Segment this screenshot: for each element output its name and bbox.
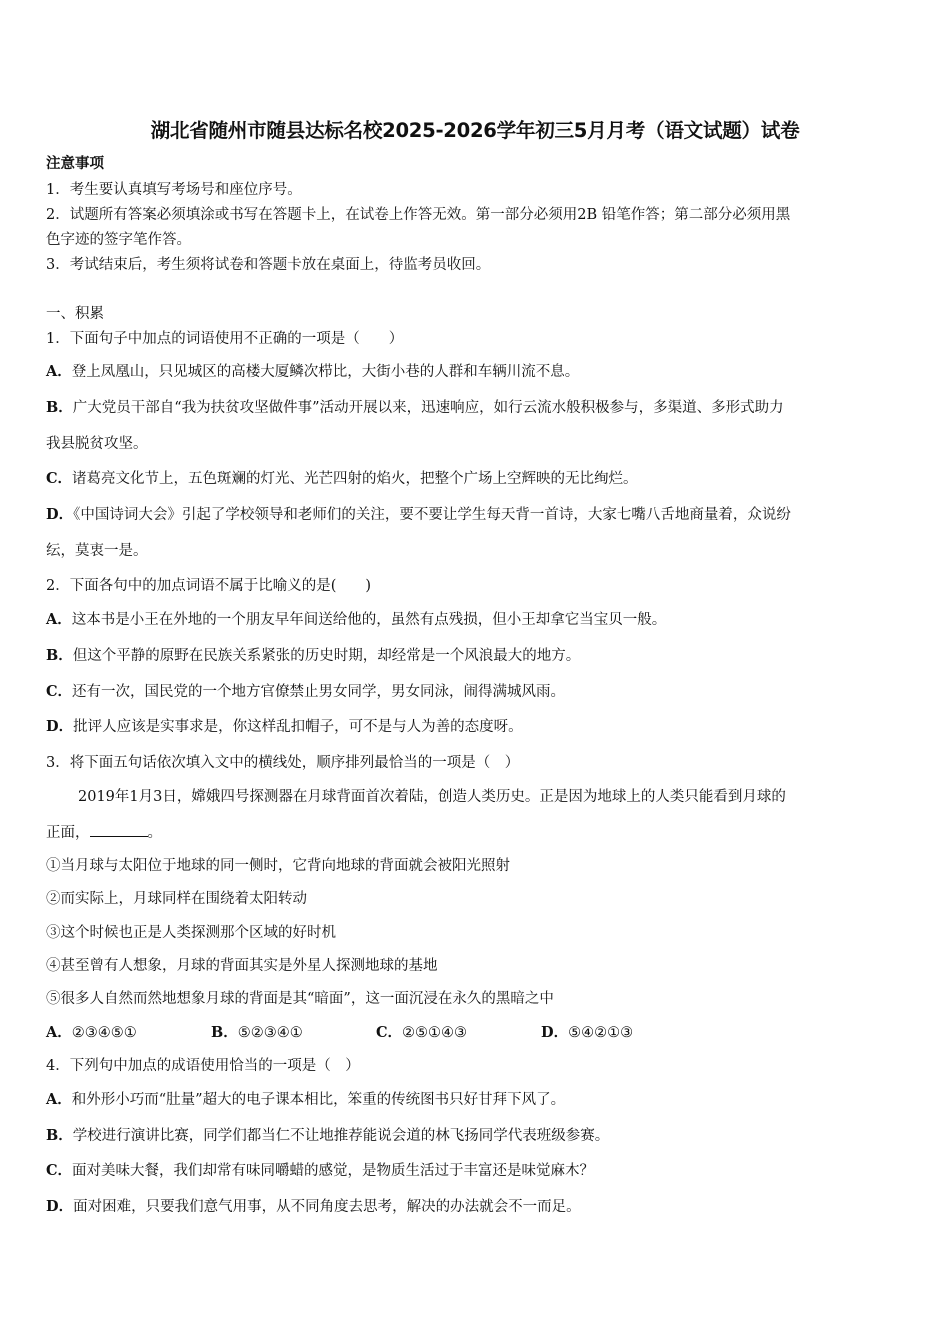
q3-option-c xyxy=(376,1021,541,1042)
q3-option-a xyxy=(46,1021,211,1042)
option-text: ⑤④②①③ xyxy=(568,1025,634,1041)
option-text: 诸葛亮文化节上，五色斑斓的灯光、光芒四射的焰火，把整个广场上空辉映的无比绚烂。 xyxy=(72,471,638,487)
option-text: 面对困难，只要我们意气用事，从不同角度去思考，解决的办法就会不一而足。 xyxy=(73,1199,581,1215)
option-label: B． xyxy=(46,399,73,416)
q3-sentence-4: ④甚至曾有人想象，月球的背面其实是外星人探测地球的基地 xyxy=(46,958,438,974)
q3-options xyxy=(46,1021,633,1042)
option-text: ⑤②③④① xyxy=(237,1025,303,1041)
option-label: A． xyxy=(46,1024,72,1041)
option-label: A． xyxy=(46,1091,72,1108)
q3-passage: 2019年1月3日，嫦娥四号探测器在月球背面首次着陆，创造人类历史。正是因为地球上的人类只能看到月球的 xyxy=(78,789,786,805)
page-title: 湖北省随州市随县达标名校2025-2026学年初三5月月考（语文试题）试卷 xyxy=(150,119,800,142)
q2-option-d xyxy=(46,715,523,736)
option-label: A． xyxy=(46,611,72,628)
option-label: B． xyxy=(46,1127,73,1144)
q4-option-d xyxy=(46,1195,581,1216)
fill-blank xyxy=(90,824,148,837)
q1-option-c xyxy=(46,467,638,488)
q2-option-a xyxy=(46,608,666,629)
option-text: 这本书是小王在外地的一个朋友早年间送给他的，虽然有点残损，但小王却拿它当宝贝一般。 xyxy=(71,612,667,628)
section-heading: 一、积累 xyxy=(46,306,104,322)
q1-option-d xyxy=(46,503,791,524)
option-label: B． xyxy=(46,647,73,664)
q4-stem: 4．下列句中加点的成语使用恰当的一项是（ ） xyxy=(46,1058,360,1074)
option-text: 广大党员干部自“我为扶贫攻坚做件事”活动开展以来，迅速响应，如行云流水般积极参与，多渠道、多形式助力 xyxy=(72,400,784,416)
option-text: 面对美味大餐，我们却常有味同嚼蜡的感觉，是物质生活过于丰富还是味觉麻木？ xyxy=(72,1163,595,1179)
q1-option-b xyxy=(46,396,784,417)
q4-option-c xyxy=(46,1159,594,1180)
option-text: 批评人应该是实事求是，你这样乱扣帽子，可不是与人为善的态度呀。 xyxy=(73,719,523,735)
q1-option-d-cont: 纭，莫衷一是。 xyxy=(46,543,148,559)
q2-option-c xyxy=(46,680,565,701)
q3-stem: 3．将下面五句话依次填入文中的横线处，顺序排列最恰当的一项是（ ） xyxy=(46,755,520,771)
q1-option-b-cont: 我县脱贫攻坚。 xyxy=(46,436,148,452)
notice-item-2: 2．试题所有答案必须填涂或书写在答题卡上，在试卷上作答无效。第一部分必须用2B 铅笔作答；第二部分必须用黑 xyxy=(46,207,791,223)
q2-stem: 2．下面各句中的加点词语不属于比喻义的是( ) xyxy=(46,578,372,594)
notice-item-1: 1．考生要认真填写考场号和座位序号。 xyxy=(46,182,302,198)
option-text: 但这个平静的原野在民族关系紧张的历史时期，却经常是一个风浪最大的地方。 xyxy=(72,648,581,664)
q3-sentence-5: ⑤很多人自然而然地想象月球的背面是其“暗面”，这一面沉浸在永久的黑暗之中 xyxy=(46,991,554,1007)
option-text: 还有一次，国民党的一个地方官僚禁止男女同学，男女同泳，闹得满城风雨。 xyxy=(72,684,566,700)
option-label: D． xyxy=(541,1024,569,1041)
notice-item-2-cont: 色字迹的签字笔作答。 xyxy=(46,232,191,248)
q3-sentence-3: ③这个时候也正是人类探测那个区域的好时机 xyxy=(46,925,336,941)
option-text: 登上凤凰山，只见城区的高楼大厦鳞次栉比，大街小巷的人群和车辆川流不息。 xyxy=(71,364,580,380)
option-label: C． xyxy=(46,1162,73,1179)
q1-option-a xyxy=(46,360,579,381)
passage-prefix: 正面， xyxy=(46,825,90,841)
notice-heading: 注意事项 xyxy=(46,155,104,172)
option-label: D． xyxy=(46,506,74,523)
q3-option-b xyxy=(211,1021,376,1042)
option-text: ②⑤①④③ xyxy=(402,1025,468,1041)
option-text: ②③④⑤① xyxy=(71,1025,137,1041)
option-label: C． xyxy=(46,470,73,487)
q1-stem: 1．下面句子中加点的词语使用不正确的一项是（ ） xyxy=(46,331,404,347)
option-text: 《中国诗词大会》引起了学校领导和老师们的关注，要不要让学生每天背一首诗，大家七嘴八舌地商量着，众说纷 xyxy=(73,507,791,523)
option-text: 和外形小巧而“肚量”超大的电子课本相比，笨重的传统图书只好甘拜下风了。 xyxy=(71,1092,566,1108)
passage-suffix: 。 xyxy=(147,825,162,841)
q3-sentence-2: ②而实际上，月球同样在围绕着太阳转动 xyxy=(46,891,307,907)
notice-item-3: 3．考试结束后，考生须将试卷和答题卡放在桌面上，待监考员收回。 xyxy=(46,257,491,273)
option-label: C． xyxy=(376,1024,403,1041)
q3-option-d xyxy=(541,1021,633,1042)
option-label: C． xyxy=(46,683,73,700)
option-text: 学校进行演讲比赛，同学们都当仁不让地推荐能说会道的林飞扬同学代表班级参赛。 xyxy=(72,1128,610,1144)
q4-option-a xyxy=(46,1088,565,1109)
option-label: A． xyxy=(46,363,72,380)
q3-sentence-1: ①当月球与太阳位于地球的同一侧时，它背向地球的背面就会被阳光照射 xyxy=(46,858,510,874)
option-label: D． xyxy=(46,1198,74,1215)
option-label: B． xyxy=(211,1024,238,1041)
option-label: D． xyxy=(46,718,74,735)
q2-option-b xyxy=(46,644,580,665)
q3-passage-cont xyxy=(46,821,162,842)
q4-option-b xyxy=(46,1124,609,1145)
